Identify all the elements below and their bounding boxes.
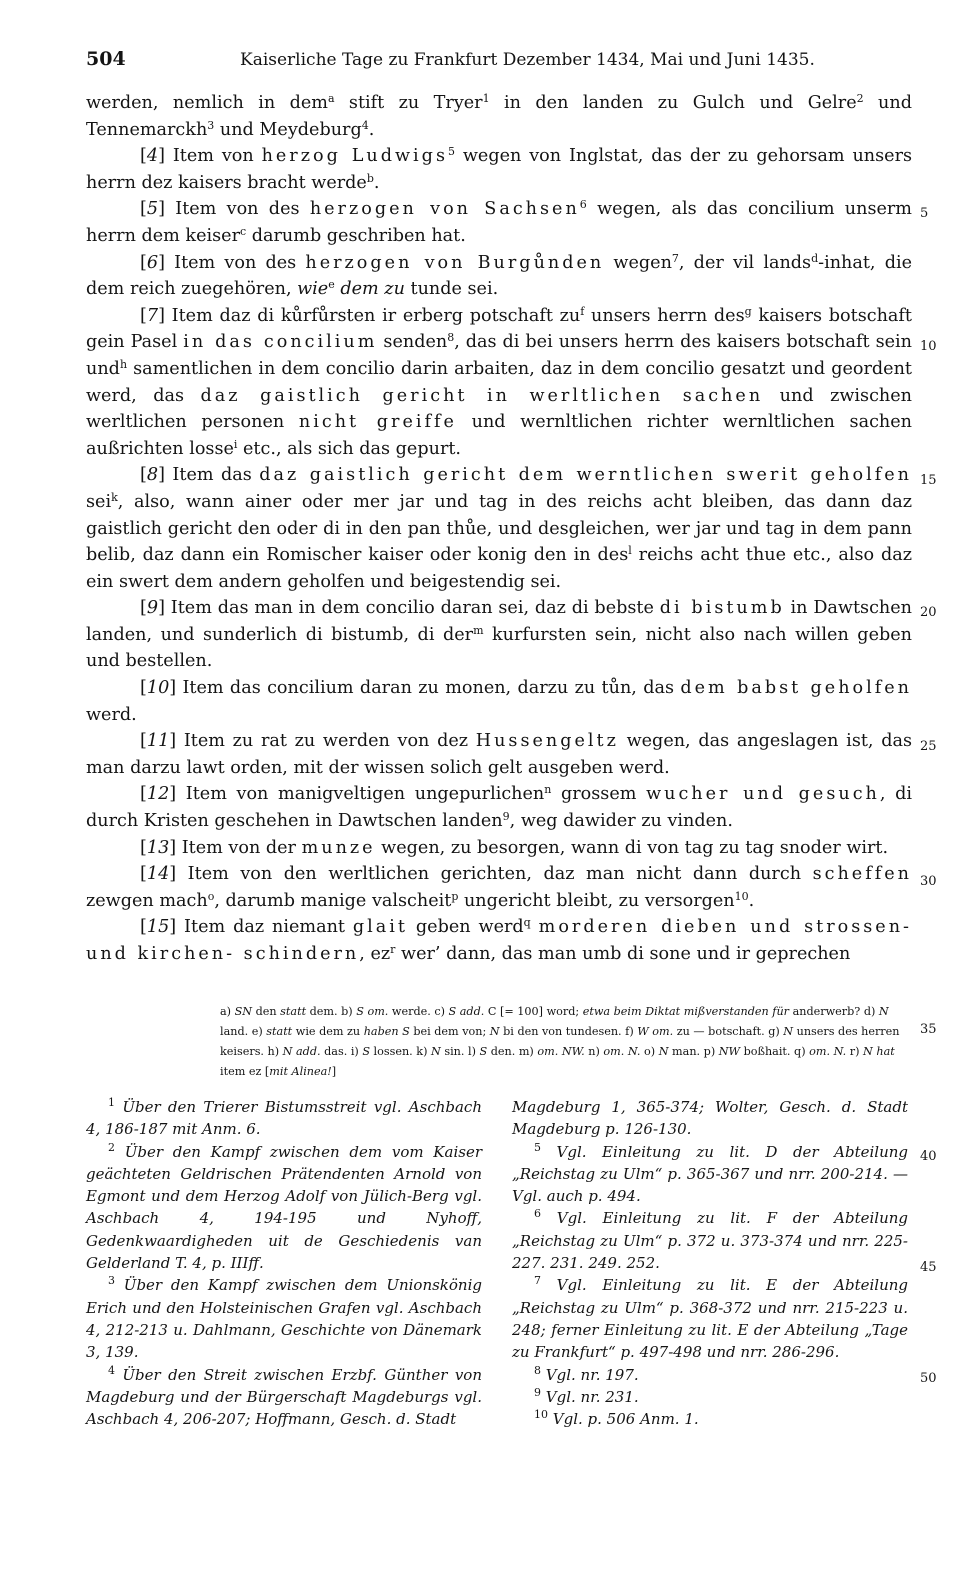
- main-text: [86, 90, 912, 968]
- footnote-f6: $^6$ Vgl. Einleitung zu lit. F der Abteilung „Reichstag zu Ulm“ p. 372 u. 373-374 und nrr. 225-227. 231. 249. 252.: [512, 1207, 908, 1273]
- line-number: 50: [920, 1371, 937, 1386]
- line-number: 15: [920, 473, 937, 488]
- paragraph-p14: [14] Item von den werltlichen gerichten, daz man nicht dann durch scheffen zewgen mach$^o$, darumb manige valscheit$^p$ ungericht bleibt, zu versorgen$^{10}$.: [86, 864, 912, 911]
- paragraph-p15: [15] Item daz niemant glait geben werd$^q$ morderen dieben und strossen- und kirchen- schindern, $ez^r$ wer’ dann, das man umb di sone und ir geprechen: [86, 916, 912, 964]
- footnote-f2: $^2$ Über den Kampf zwischen dem vom Kaiser geächteten Geldrischen Prätendenten Arnold von Egmont und dem Herzog Adolf von Jülich-Berg vgl. Aschbach 4, 194-195 und Nyhoff, Gedenkwaardigheden uit de Geschiedenis van Gelderland T. 4, p. IIIff.: [86, 1140, 482, 1273]
- paragraph-p5: [5] Item von des herzogen von Sachsen$^6$ wegen, als das concilium unserm herrn dem keiser$^c$ darumb geschriben hat.: [86, 198, 912, 246]
- footnotes-right: [512, 1096, 908, 1430]
- paragraph-p9: [9] Item das man in dem concilio daran sei, daz di bebste di bistumb in Dawtschen landen, und sunderlich di bistumb, di der$^m$ kurfursten sein, nicht also nach willen geben und bestellen.: [86, 598, 913, 672]
- footnote-f4: $^4$ Über den Streit zwischen Erzbf. Günther von Magdeburg und der Bürgerschaft Magdeburgs vgl. Aschbach 4, 206-207; Hoffmann, Gesch. d. Stadt: [86, 1363, 482, 1429]
- line-number: 35: [920, 1022, 937, 1037]
- line-number: 25: [920, 739, 937, 754]
- running-title: Kaiserliche Tage zu Frankfurt Dezember 1434, Mai und Juni 1435.: [240, 50, 815, 70]
- line-number: 20: [920, 605, 937, 620]
- line-number: 30: [920, 874, 937, 889]
- line-number: 10: [920, 339, 937, 354]
- paragraph-p10: [10] Item das concilium daran zu monen, darzu zu tůn, das dem babst geholfen werd.: [86, 678, 913, 725]
- footnote-f4c: Magdeburg 1, 365-374; Wolter, Gesch. d. Stadt Magdeburg p. 126-130.: [512, 1098, 908, 1139]
- paragraph-p11: [11] Item zu rat zu werden von dez Hussengeltz wegen, das angeslagen ist, das man darzu lawt orden, mit der wissen solich gelt ausgeben werd.: [86, 731, 912, 778]
- page-number: 504: [86, 48, 126, 70]
- line-number: 40: [920, 1149, 937, 1164]
- footnote-f1: $^1$ Über den Trierer Bistumsstreit vgl. Aschbach 4, 186-187 mit Anm. 6.: [86, 1096, 482, 1139]
- paragraph-p4: [4] Item von herzog Ludwigs$^5$ wegen von Inglstat, das der zu gehorsam unsers herrn dez kaisers bracht werde$^b$.: [86, 145, 913, 193]
- footnote-f3: $^3$ Über den Kampf zwischen dem Unionskönig Erich und den Holsteinischen Grafen vgl. Aschbach 4, 212-213 u. Dahlmann, Geschichte von Dänemark 3, 139.: [86, 1274, 482, 1362]
- apparatus-text: a) SN den statt dem. b) S om. werde. c) S add. C [= 100] word; etwa beim Diktat mißverstanden für anderwerb? d) N land. e) statt wie dem zu haben S bei dem von; N bi den von tundesen. f) W om. zu — botschaft. g) N unsers des herren keisers. h) N add. das. i) S lossen. k) N sin. l) S den. m) om. NW. n) om. N. o) N man. p) NW boßhait. q) om. N. r) N hat item ez [mit Alinea!]: [220, 1005, 900, 1078]
- footnote-f5: $^5$ Vgl. Einleitung zu lit. D der Abteilung „Reichstag zu Ulm“ p. 365-367 und nrr. 200-214. — Vgl. auch p. 494.: [512, 1140, 908, 1206]
- footnote-f9: $^9$ Vgl. nr. 231.: [534, 1385, 639, 1406]
- paragraph-p0: werden, nemlich in dem$^a$ stift zu Tryer$^1$ in den landen zu Gulch und Gelre$^2$ und Tennemarckh$^3$ und Meydeburg$^4$.: [86, 92, 912, 140]
- line-number: 45: [920, 1260, 937, 1275]
- line-number: 5: [920, 206, 929, 221]
- paragraph-p12: [12] Item von manigveltigen ungepurlichen$^n$ grossem wucher und gesuch, di durch Kristen geschehen in Dawtschen landen$^9$, weg dawider zu vinden.: [86, 783, 913, 832]
- paragraph-p7: [7] Item daz di kůrfůrsten ir erberg potschaft $zu^f$ unsers herrn des$^g$ kaisers botschaft gein Pasel in das concilium senden$^8$, das di bei unsers herrn des kaisers botschaft sein und$^h$ samentlichen in dem concilio darin arbaiten, daz in dem concilio gesatzt und geordent werd, das daz gaistlich gericht in werltlichen sachen und zwischen werltlichen personen nicht greiffe und wernltlichen richter wernltlichen sachen außrichten losse$^i$ etc., als sich das gepurt.: [86, 304, 913, 459]
- paragraph-p13: [13] Item von der munze wegen, zu besorgen, wann di von tag zu tag snoder wirt.: [140, 837, 889, 858]
- footnote-f7: $^7$ Vgl. Einleitung zu lit. E der Abteilung „Reichstag zu Ulm“ p. 368-372 und nrr. 215-223 u. 248; ferner Einleitung zu lit. E der Abteilung „Tage zu Frankfurt“ p. 497-498 und nrr. 286-296.: [512, 1274, 908, 1362]
- paragraph-p8: [8] Item das daz gaistlich gericht dem werntlichen swerit geholfen sei$^k$, also, wann ainer oder mer jar und tag in des reichs acht bleiben, das dann daz gaistlich gericht den oder di in den pan thůe, und desgleichen, wer jar und tag in dem pann belib, daz dann ein Romischer kaiser oder konig den in des$^l$ reichs acht thue etc., also daz ein swert dem andern geholfen und beigestendig sei.: [86, 465, 912, 592]
- footnotes-left: [86, 1096, 482, 1430]
- footnote-f10: $^{10}$ Vgl. p. 506 Anm. 1.: [534, 1408, 699, 1429]
- footnote-f8: $^8$ Vgl. nr. 197.: [534, 1363, 639, 1384]
- critical-apparatus: [220, 1002, 910, 1082]
- paragraph-p6: [6] Item von des herzogen von Burgůnden wegen$^7$, der vil lands$^d$-inhat, die dem reich zuegehören, wie$^e$ dem zu tunde sei.: [86, 251, 912, 300]
